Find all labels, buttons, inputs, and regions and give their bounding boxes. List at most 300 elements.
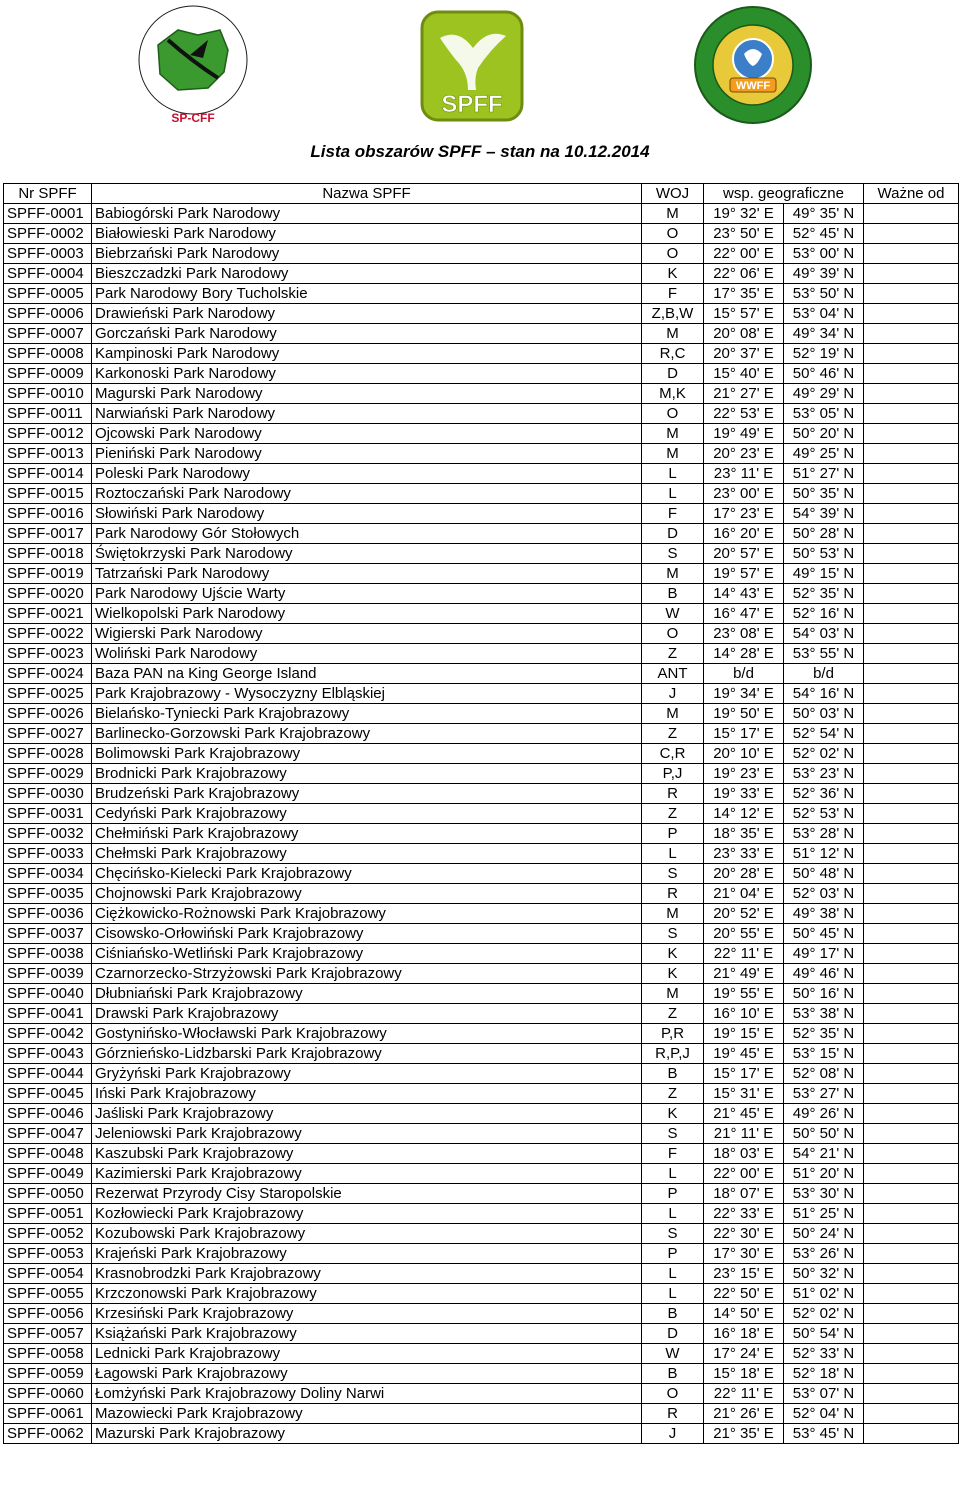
cell-nr: SPFF-0047 bbox=[4, 1124, 92, 1144]
table-row bbox=[4, 884, 959, 904]
cell-date bbox=[864, 424, 959, 444]
cell-name: Chęcińsko-Kielecki Park Krajobrazowy bbox=[92, 864, 642, 884]
cell-nr: SPFF-0059 bbox=[4, 1364, 92, 1384]
cell-woj: Z bbox=[642, 644, 704, 664]
cell-woj: S bbox=[642, 1224, 704, 1244]
cell-lat: 52° 53' N bbox=[784, 804, 864, 824]
cell-woj: L bbox=[642, 1204, 704, 1224]
cell-lat: 50° 32' N bbox=[784, 1264, 864, 1284]
cell-name: Roztoczański Park Narodowy bbox=[92, 484, 642, 504]
cell-nr: SPFF-0048 bbox=[4, 1144, 92, 1164]
cell-lat: 51° 27' N bbox=[784, 464, 864, 484]
cell-name: Wielkopolski Park Narodowy bbox=[92, 604, 642, 624]
logo-bar bbox=[0, 0, 960, 135]
cell-date bbox=[864, 844, 959, 864]
table-row bbox=[4, 1204, 959, 1224]
cell-lon: 21° 27' E bbox=[704, 384, 784, 404]
cell-lon: 14° 12' E bbox=[704, 804, 784, 824]
cell-woj: W bbox=[642, 604, 704, 624]
cell-lat: 52° 02' N bbox=[784, 744, 864, 764]
cell-woj: L bbox=[642, 844, 704, 864]
cell-nr: SPFF-0054 bbox=[4, 1264, 92, 1284]
table-row bbox=[4, 1044, 959, 1064]
cell-date bbox=[864, 264, 959, 284]
cell-lat: 52° 54' N bbox=[784, 724, 864, 744]
cell-woj: P bbox=[642, 824, 704, 844]
cell-date bbox=[864, 324, 959, 344]
cell-name: Lednicki Park Krajobrazowy bbox=[92, 1344, 642, 1364]
table-row bbox=[4, 724, 959, 744]
table-row bbox=[4, 544, 959, 564]
cell-nr: SPFF-0052 bbox=[4, 1224, 92, 1244]
cell-date bbox=[864, 1244, 959, 1264]
cell-woj: R bbox=[642, 1404, 704, 1424]
cell-lat: 51° 12' N bbox=[784, 844, 864, 864]
table-row bbox=[4, 784, 959, 804]
cell-nr: SPFF-0006 bbox=[4, 304, 92, 324]
cell-woj: R bbox=[642, 784, 704, 804]
cell-lon: 18° 07' E bbox=[704, 1184, 784, 1204]
cell-woj: S bbox=[642, 924, 704, 944]
cell-name: Kozubowski Park Krajobrazowy bbox=[92, 1224, 642, 1244]
cell-woj: O bbox=[642, 1384, 704, 1404]
cell-name: Krzesiński Park Krajobrazowy bbox=[92, 1304, 642, 1324]
cell-date bbox=[864, 824, 959, 844]
cell-date bbox=[864, 1044, 959, 1064]
cell-woj: F bbox=[642, 1144, 704, 1164]
cell-lat: 53° 07' N bbox=[784, 1384, 864, 1404]
cell-lon: 21° 11' E bbox=[704, 1124, 784, 1144]
cell-name: Park Narodowy Gór Stołowych bbox=[92, 524, 642, 544]
cell-nr: SPFF-0050 bbox=[4, 1184, 92, 1204]
table-row bbox=[4, 604, 959, 624]
cell-lat: 50° 35' N bbox=[784, 484, 864, 504]
cell-name: Biebrzański Park Narodowy bbox=[92, 244, 642, 264]
cell-date bbox=[864, 244, 959, 264]
cell-nr: SPFF-0009 bbox=[4, 364, 92, 384]
cell-date bbox=[864, 1364, 959, 1384]
table-row bbox=[4, 484, 959, 504]
cell-lat: 50° 54' N bbox=[784, 1324, 864, 1344]
cell-lon: 21° 35' E bbox=[704, 1424, 784, 1444]
cell-nr: SPFF-0025 bbox=[4, 684, 92, 704]
polish-club-flora-fauna-logo bbox=[128, 0, 258, 125]
header-geo: wsp. geograficzne bbox=[704, 184, 864, 204]
cell-name: Baza PAN na King George Island bbox=[92, 664, 642, 684]
cell-nr: SPFF-0045 bbox=[4, 1084, 92, 1104]
cell-lon: 15° 40' E bbox=[704, 364, 784, 384]
cell-nr: SPFF-0002 bbox=[4, 224, 92, 244]
cell-name: Dłubniański Park Krajobrazowy bbox=[92, 984, 642, 1004]
cell-woj: P,R bbox=[642, 1024, 704, 1044]
table-row bbox=[4, 664, 959, 684]
cell-lat: 50° 20' N bbox=[784, 424, 864, 444]
cell-woj: M bbox=[642, 324, 704, 344]
cell-date bbox=[864, 884, 959, 904]
table-row bbox=[4, 1244, 959, 1264]
table-row bbox=[4, 1084, 959, 1104]
cell-woj: M bbox=[642, 704, 704, 724]
cell-lon: 22° 33' E bbox=[704, 1204, 784, 1224]
cell-woj: B bbox=[642, 1304, 704, 1324]
cell-lat: 51° 02' N bbox=[784, 1284, 864, 1304]
cell-lon: 20° 55' E bbox=[704, 924, 784, 944]
cell-name: Kampinoski Park Narodowy bbox=[92, 344, 642, 364]
cell-lon: 16° 20' E bbox=[704, 524, 784, 544]
cell-date bbox=[864, 1184, 959, 1204]
cell-date bbox=[864, 1204, 959, 1224]
cell-lon: 19° 49' E bbox=[704, 424, 784, 444]
cell-nr: SPFF-0003 bbox=[4, 244, 92, 264]
table-row bbox=[4, 1344, 959, 1364]
cell-woj: D bbox=[642, 1324, 704, 1344]
cell-nr: SPFF-0012 bbox=[4, 424, 92, 444]
cell-name: Barlinecko-Gorzowski Park Krajobrazowy bbox=[92, 724, 642, 744]
cell-nr: SPFF-0046 bbox=[4, 1104, 92, 1124]
cell-name: Narwiański Park Narodowy bbox=[92, 404, 642, 424]
cell-nr: SPFF-0021 bbox=[4, 604, 92, 624]
cell-date bbox=[864, 504, 959, 524]
table-row bbox=[4, 944, 959, 964]
cell-woj: P bbox=[642, 1184, 704, 1204]
cell-lat: 54° 21' N bbox=[784, 1144, 864, 1164]
cell-date bbox=[864, 1004, 959, 1024]
cell-lon: 17° 24' E bbox=[704, 1344, 784, 1364]
cell-lon: b/d bbox=[704, 664, 784, 684]
cell-lon: 22° 53' E bbox=[704, 404, 784, 424]
cell-name: Krajeński Park Krajobrazowy bbox=[92, 1244, 642, 1264]
cell-nr: SPFF-0016 bbox=[4, 504, 92, 524]
table-row bbox=[4, 1124, 959, 1144]
cell-lon: 20° 10' E bbox=[704, 744, 784, 764]
cell-nr: SPFF-0039 bbox=[4, 964, 92, 984]
cell-date bbox=[864, 804, 959, 824]
cell-lat: 53° 38' N bbox=[784, 1004, 864, 1024]
cell-lon: 15° 57' E bbox=[704, 304, 784, 324]
cell-date bbox=[864, 564, 959, 584]
cell-nr: SPFF-0055 bbox=[4, 1284, 92, 1304]
cell-name: Iński Park Krajobrazowy bbox=[92, 1084, 642, 1104]
cell-lon: 15° 17' E bbox=[704, 1064, 784, 1084]
cell-nr: SPFF-0033 bbox=[4, 844, 92, 864]
table-row bbox=[4, 224, 959, 244]
cell-date bbox=[864, 684, 959, 704]
table-row bbox=[4, 404, 959, 424]
cell-nr: SPFF-0060 bbox=[4, 1384, 92, 1404]
cell-lon: 22° 11' E bbox=[704, 1384, 784, 1404]
cell-lon: 15° 17' E bbox=[704, 724, 784, 744]
cell-date bbox=[864, 284, 959, 304]
table-row bbox=[4, 804, 959, 824]
table-row bbox=[4, 204, 959, 224]
cell-lon: 19° 55' E bbox=[704, 984, 784, 1004]
cell-lon: 23° 50' E bbox=[704, 224, 784, 244]
cell-name: Kaszubski Park Krajobrazowy bbox=[92, 1144, 642, 1164]
cell-lon: 17° 30' E bbox=[704, 1244, 784, 1264]
cell-woj: O bbox=[642, 244, 704, 264]
cell-woj: K bbox=[642, 1104, 704, 1124]
cell-name: Chełmiński Park Krajobrazowy bbox=[92, 824, 642, 844]
cell-nr: SPFF-0017 bbox=[4, 524, 92, 544]
cell-woj: Z,B,W bbox=[642, 304, 704, 324]
table-row bbox=[4, 844, 959, 864]
cell-nr: SPFF-0027 bbox=[4, 724, 92, 744]
cell-name: Woliński Park Narodowy bbox=[92, 644, 642, 664]
cell-woj: M bbox=[642, 904, 704, 924]
cell-lat: 50° 48' N bbox=[784, 864, 864, 884]
cell-lat: 51° 20' N bbox=[784, 1164, 864, 1184]
cell-date bbox=[864, 344, 959, 364]
cell-lon: 19° 33' E bbox=[704, 784, 784, 804]
cell-nr: SPFF-0015 bbox=[4, 484, 92, 504]
cell-woj: Z bbox=[642, 804, 704, 824]
cell-date bbox=[864, 1224, 959, 1244]
cell-lon: 19° 34' E bbox=[704, 684, 784, 704]
cell-date bbox=[864, 904, 959, 924]
cell-woj: P bbox=[642, 1244, 704, 1264]
cell-name: Łagowski Park Krajobrazowy bbox=[92, 1364, 642, 1384]
spcff-logo-text: SP-CFF bbox=[171, 111, 215, 125]
cell-name: Krzczonowski Park Krajobrazowy bbox=[92, 1284, 642, 1304]
cell-name: Górznieńsko-Lidzbarski Park Krajobrazowy bbox=[92, 1044, 642, 1064]
cell-lat: 49° 25' N bbox=[784, 444, 864, 464]
table-row bbox=[4, 1144, 959, 1164]
table-header-row bbox=[4, 184, 959, 204]
cell-date bbox=[864, 1144, 959, 1164]
cell-woj: F bbox=[642, 504, 704, 524]
cell-nr: SPFF-0028 bbox=[4, 744, 92, 764]
cell-lat: 53° 00' N bbox=[784, 244, 864, 264]
cell-nr: SPFF-0032 bbox=[4, 824, 92, 844]
cell-lat: 52° 16' N bbox=[784, 604, 864, 624]
cell-date bbox=[864, 524, 959, 544]
cell-date bbox=[864, 724, 959, 744]
cell-woj: L bbox=[642, 464, 704, 484]
cell-lat: 52° 45' N bbox=[784, 224, 864, 244]
cell-lat: 52° 04' N bbox=[784, 1404, 864, 1424]
cell-date bbox=[864, 964, 959, 984]
cell-name: Jeleniowski Park Krajobrazowy bbox=[92, 1124, 642, 1144]
table-row bbox=[4, 1304, 959, 1324]
cell-lat: 49° 39' N bbox=[784, 264, 864, 284]
table-row bbox=[4, 1364, 959, 1384]
cell-name: Tatrzański Park Narodowy bbox=[92, 564, 642, 584]
cell-lat: 53° 30' N bbox=[784, 1184, 864, 1204]
cell-woj: S bbox=[642, 1124, 704, 1144]
cell-date bbox=[864, 464, 959, 484]
cell-nr: SPFF-0051 bbox=[4, 1204, 92, 1224]
cell-date bbox=[864, 544, 959, 564]
table-row bbox=[4, 1064, 959, 1084]
cell-name: Brodnicki Park Krajobrazowy bbox=[92, 764, 642, 784]
cell-woj: L bbox=[642, 1264, 704, 1284]
cell-lon: 16° 10' E bbox=[704, 1004, 784, 1024]
cell-woj: K bbox=[642, 264, 704, 284]
table-row bbox=[4, 1024, 959, 1044]
cell-date bbox=[864, 744, 959, 764]
cell-lon: 16° 47' E bbox=[704, 604, 784, 624]
cell-woj: Z bbox=[642, 724, 704, 744]
table-row bbox=[4, 1384, 959, 1404]
cell-woj: D bbox=[642, 364, 704, 384]
table-row bbox=[4, 704, 959, 724]
cell-name: Białowieski Park Narodowy bbox=[92, 224, 642, 244]
cell-name: Jaśliski Park Krajobrazowy bbox=[92, 1104, 642, 1124]
cell-woj: M bbox=[642, 204, 704, 224]
cell-date bbox=[864, 664, 959, 684]
spff-logo-text: SPFF bbox=[441, 91, 503, 118]
cell-lon: 17° 35' E bbox=[704, 284, 784, 304]
cell-nr: SPFF-0008 bbox=[4, 344, 92, 364]
cell-nr: SPFF-0036 bbox=[4, 904, 92, 924]
table-row bbox=[4, 1164, 959, 1184]
cell-woj: L bbox=[642, 1164, 704, 1184]
cell-woj: M bbox=[642, 564, 704, 584]
cell-nr: SPFF-0023 bbox=[4, 644, 92, 664]
cell-name: Magurski Park Narodowy bbox=[92, 384, 642, 404]
cell-name: Chełmski Park Krajobrazowy bbox=[92, 844, 642, 864]
cell-date bbox=[864, 704, 959, 724]
cell-date bbox=[864, 484, 959, 504]
table-row bbox=[4, 264, 959, 284]
cell-name: Książański Park Krajobrazowy bbox=[92, 1324, 642, 1344]
cell-lat: 49° 15' N bbox=[784, 564, 864, 584]
cell-name: Gryżyński Park Krajobrazowy bbox=[92, 1064, 642, 1084]
cell-lon: 19° 15' E bbox=[704, 1024, 784, 1044]
cell-woj: M bbox=[642, 984, 704, 1004]
cell-lon: 22° 11' E bbox=[704, 944, 784, 964]
cell-nr: SPFF-0043 bbox=[4, 1044, 92, 1064]
cell-date bbox=[864, 1104, 959, 1124]
table-row bbox=[4, 524, 959, 544]
cell-nr: SPFF-0020 bbox=[4, 584, 92, 604]
table-row bbox=[4, 924, 959, 944]
cell-lat: 53° 26' N bbox=[784, 1244, 864, 1264]
cell-nr: SPFF-0040 bbox=[4, 984, 92, 1004]
cell-woj: Z bbox=[642, 1084, 704, 1104]
cell-lat: 53° 28' N bbox=[784, 824, 864, 844]
table-row bbox=[4, 1004, 959, 1024]
table-row bbox=[4, 624, 959, 644]
cell-lat: 50° 28' N bbox=[784, 524, 864, 544]
table-body bbox=[4, 204, 959, 1444]
table-row bbox=[4, 1184, 959, 1204]
cell-nr: SPFF-0013 bbox=[4, 444, 92, 464]
table-row bbox=[4, 644, 959, 664]
cell-lat: 52° 35' N bbox=[784, 584, 864, 604]
cell-nr: SPFF-0031 bbox=[4, 804, 92, 824]
cell-lon: 20° 52' E bbox=[704, 904, 784, 924]
cell-woj: D bbox=[642, 524, 704, 544]
cell-date bbox=[864, 1424, 959, 1444]
cell-name: Świętokrzyski Park Narodowy bbox=[92, 544, 642, 564]
cell-name: Chojnowski Park Krajobrazowy bbox=[92, 884, 642, 904]
cell-lon: 22° 00' E bbox=[704, 244, 784, 264]
cell-date bbox=[864, 1064, 959, 1084]
cell-woj: O bbox=[642, 624, 704, 644]
table-row bbox=[4, 284, 959, 304]
cell-date bbox=[864, 784, 959, 804]
cell-lon: 23° 33' E bbox=[704, 844, 784, 864]
table-row bbox=[4, 904, 959, 924]
table-row bbox=[4, 344, 959, 364]
cell-woj: M,K bbox=[642, 384, 704, 404]
table-row bbox=[4, 504, 959, 524]
cell-woj: K bbox=[642, 964, 704, 984]
cell-woj: O bbox=[642, 224, 704, 244]
cell-name: Czarnorzecko-Strzyżowski Park Krajobrazowy bbox=[92, 964, 642, 984]
cell-nr: SPFF-0058 bbox=[4, 1344, 92, 1364]
cell-nr: SPFF-0038 bbox=[4, 944, 92, 964]
cell-name: Brudzeński Park Krajobrazowy bbox=[92, 784, 642, 804]
cell-name: Karkonoski Park Narodowy bbox=[92, 364, 642, 384]
cell-lon: 21° 45' E bbox=[704, 1104, 784, 1124]
cell-name: Cisowsko-Orłowiński Park Krajobrazowy bbox=[92, 924, 642, 944]
cell-woj: B bbox=[642, 584, 704, 604]
cell-nr: SPFF-0053 bbox=[4, 1244, 92, 1264]
cell-lat: 50° 50' N bbox=[784, 1124, 864, 1144]
table-row bbox=[4, 324, 959, 344]
cell-lat: 53° 45' N bbox=[784, 1424, 864, 1444]
cell-date bbox=[864, 1124, 959, 1144]
cell-date bbox=[864, 924, 959, 944]
table-row bbox=[4, 1264, 959, 1284]
cell-nr: SPFF-0057 bbox=[4, 1324, 92, 1344]
cell-lat: 50° 45' N bbox=[784, 924, 864, 944]
cell-name: Pieniński Park Narodowy bbox=[92, 444, 642, 464]
cell-date bbox=[864, 1084, 959, 1104]
cell-name: Łomżyński Park Krajobrazowy Doliny Narwi bbox=[92, 1384, 642, 1404]
cell-name: Drawieński Park Narodowy bbox=[92, 304, 642, 324]
cell-name: Ojcowski Park Narodowy bbox=[92, 424, 642, 444]
cell-date bbox=[864, 384, 959, 404]
cell-woj: R,C bbox=[642, 344, 704, 364]
page-title: Lista obszarów SPFF – stan na 10.12.2014 bbox=[310, 142, 650, 161]
cell-woj: L bbox=[642, 1284, 704, 1304]
table-row bbox=[4, 384, 959, 404]
cell-lon: 21° 49' E bbox=[704, 964, 784, 984]
cell-lat: 53° 05' N bbox=[784, 404, 864, 424]
cell-lat: 51° 25' N bbox=[784, 1204, 864, 1224]
cell-nr: SPFF-0056 bbox=[4, 1304, 92, 1324]
wwff-logo bbox=[692, 4, 814, 126]
cell-lat: 53° 50' N bbox=[784, 284, 864, 304]
cell-nr: SPFF-0034 bbox=[4, 864, 92, 884]
cell-date bbox=[864, 644, 959, 664]
cell-date bbox=[864, 444, 959, 464]
table-row bbox=[4, 464, 959, 484]
cell-lon: 21° 26' E bbox=[704, 1404, 784, 1424]
cell-name: Ciśniańsko-Wetliński Park Krajobrazowy bbox=[92, 944, 642, 964]
cell-lon: 14° 43' E bbox=[704, 584, 784, 604]
cell-lat: 50° 46' N bbox=[784, 364, 864, 384]
cell-woj: W bbox=[642, 1344, 704, 1364]
cell-date bbox=[864, 984, 959, 1004]
cell-lat: 53° 15' N bbox=[784, 1044, 864, 1064]
cell-nr: SPFF-0010 bbox=[4, 384, 92, 404]
header-date: Ważne od bbox=[864, 184, 959, 204]
cell-lon: 22° 00' E bbox=[704, 1164, 784, 1184]
cell-woj: J bbox=[642, 1424, 704, 1444]
table-row bbox=[4, 244, 959, 264]
cell-nr: SPFF-0004 bbox=[4, 264, 92, 284]
cell-date bbox=[864, 304, 959, 324]
cell-lat: 49° 46' N bbox=[784, 964, 864, 984]
cell-woj: B bbox=[642, 1364, 704, 1384]
cell-woj: M bbox=[642, 424, 704, 444]
cell-lat: 49° 38' N bbox=[784, 904, 864, 924]
cell-name: Mazurski Park Krajobrazowy bbox=[92, 1424, 642, 1444]
